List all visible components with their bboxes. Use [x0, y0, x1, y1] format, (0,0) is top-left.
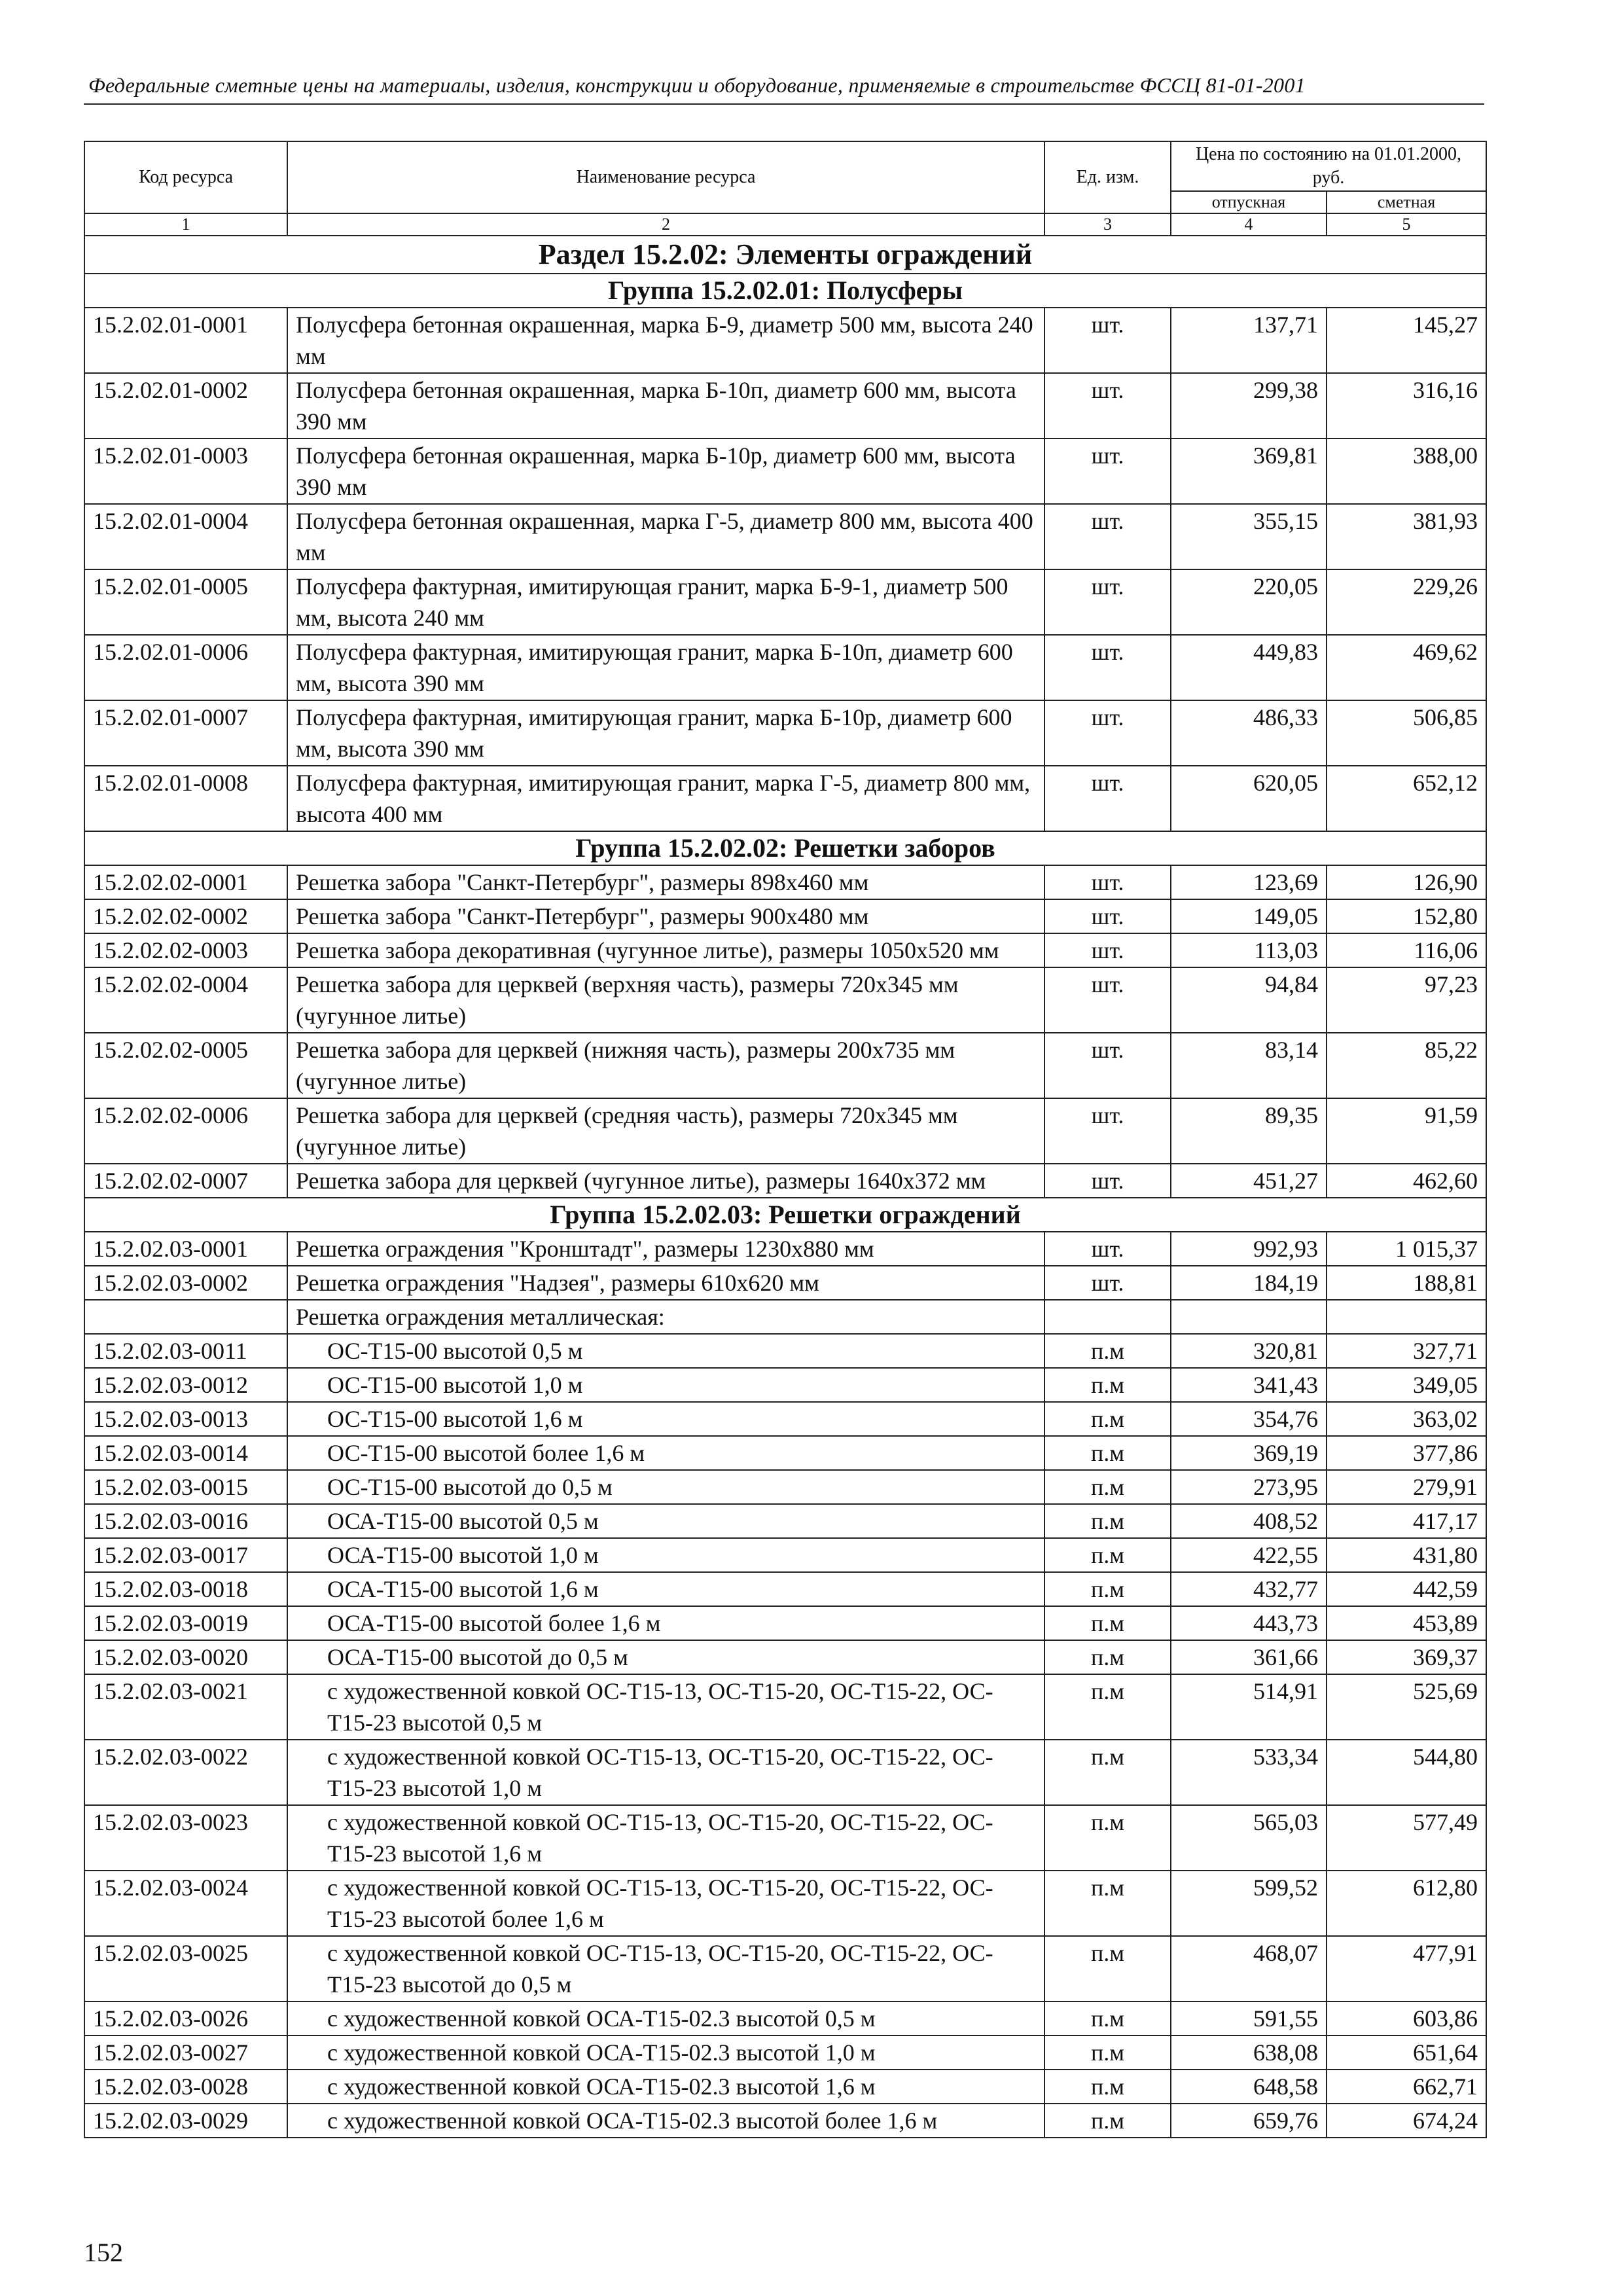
- resource-code: 15.2.02.02-0004: [84, 967, 287, 1033]
- table-body: [84, 141, 1486, 2138]
- estimate-price: 188,81: [1327, 1266, 1486, 1300]
- resource-name: Решетка забора "Санкт-Петербург", размеры 900х480 мм: [287, 899, 1044, 933]
- unit-of-measure: шт.: [1044, 504, 1171, 569]
- resource-code: 15.2.02.01-0004: [84, 504, 287, 569]
- resource-code: 15.2.02.03-0029: [84, 2104, 287, 2138]
- release-price: 273,95: [1171, 1470, 1327, 1504]
- resource-name: с художественной ковкой ОС-Т15-13, ОС-Т15-20, ОС-Т15-22, ОС-Т15-23 высотой 0,5 м: [287, 1674, 1044, 1740]
- table-row: [84, 933, 1486, 967]
- table-row: [84, 1334, 1486, 1368]
- unit-of-measure: п.м: [1044, 1402, 1171, 1436]
- unit-of-measure: п.м: [1044, 1368, 1171, 1402]
- release-price: 137,71: [1171, 308, 1327, 373]
- estimate-price: 477,91: [1327, 1936, 1486, 2001]
- table-row: [84, 1740, 1486, 1805]
- table-row: [84, 1871, 1486, 1936]
- section-row: [84, 236, 1486, 274]
- resource-name: ОС-Т15-00 высотой более 1,6 м: [287, 1436, 1044, 1470]
- resource-code: 15.2.02.02-0002: [84, 899, 287, 933]
- table-row: [84, 1033, 1486, 1098]
- estimate-price: 229,26: [1327, 569, 1486, 635]
- release-price: 149,05: [1171, 899, 1327, 933]
- resource-name: ОС-Т15-00 высотой до 0,5 м: [287, 1470, 1044, 1504]
- resource-name: Полусфера бетонная окрашенная, марка Б-9, диаметр 500 мм, высота 240 мм: [287, 308, 1044, 373]
- group-title: Группа 15.2.02.02: Решетки заборов: [84, 831, 1486, 865]
- resource-code: 15.2.02.03-0016: [84, 1504, 287, 1538]
- resource-name: с художественной ковкой ОСА-Т15-02.3 высотой 1,0 м: [287, 2036, 1044, 2070]
- estimate-price: 97,23: [1327, 967, 1486, 1033]
- estimate-price: 91,59: [1327, 1098, 1486, 1164]
- resource-code: 15.2.02.03-0024: [84, 1871, 287, 1936]
- resource-code: 15.2.02.01-0006: [84, 635, 287, 700]
- resource-code: 15.2.02.03-0002: [84, 1266, 287, 1300]
- estimate-price: 363,02: [1327, 1402, 1486, 1436]
- group-row: [84, 1198, 1486, 1232]
- unit-of-measure: шт.: [1044, 899, 1171, 933]
- table-row: [84, 1436, 1486, 1470]
- unit-of-measure: п.м: [1044, 1470, 1171, 1504]
- table-row: [84, 439, 1486, 504]
- unit-of-measure: шт.: [1044, 1164, 1171, 1198]
- table-row: [84, 635, 1486, 700]
- estimate-price: 126,90: [1327, 865, 1486, 899]
- resource-name: с художественной ковкой ОС-Т15-13, ОС-Т15-20, ОС-Т15-22, ОС-Т15-23 высотой более 1,6 м: [287, 1871, 1044, 1936]
- unit-of-measure: шт.: [1044, 308, 1171, 373]
- table-row: [84, 1606, 1486, 1640]
- column-header-release-price: отпускная: [1171, 191, 1327, 213]
- release-price: 83,14: [1171, 1033, 1327, 1098]
- table-row: [84, 1402, 1486, 1436]
- unit-of-measure: шт.: [1044, 865, 1171, 899]
- table-row: [84, 2001, 1486, 2036]
- unit-of-measure: п.м: [1044, 1504, 1171, 1538]
- resource-code: 15.2.02.03-0020: [84, 1640, 287, 1674]
- release-price: 648,58: [1171, 2070, 1327, 2104]
- table-row: [84, 1266, 1486, 1300]
- resource-code: 15.2.02.03-0014: [84, 1436, 287, 1470]
- table-header-row: [84, 141, 1486, 191]
- column-number: 2: [287, 213, 1044, 236]
- release-price: 320,81: [1171, 1334, 1327, 1368]
- column-header-estimate-price: сметная: [1327, 191, 1486, 213]
- resource-name: Полусфера фактурная, имитирующая гранит, марка Б-9-1, диаметр 500 мм, высота 240 мм: [287, 569, 1044, 635]
- table-row: [84, 1300, 1486, 1334]
- unit-of-measure: п.м: [1044, 1436, 1171, 1470]
- unit-of-measure: шт.: [1044, 439, 1171, 504]
- resource-code: 15.2.02.01-0007: [84, 700, 287, 766]
- table-row: [84, 569, 1486, 635]
- release-price: 369,19: [1171, 1436, 1327, 1470]
- resource-name: с художественной ковкой ОС-Т15-13, ОС-Т15-20, ОС-Т15-22, ОС-Т15-23 высотой до 0,5 м: [287, 1936, 1044, 2001]
- estimate-price: 316,16: [1327, 373, 1486, 439]
- column-number: 3: [1044, 213, 1171, 236]
- table-row: [84, 2036, 1486, 2070]
- estimate-price: 279,91: [1327, 1470, 1486, 1504]
- estimate-price: 612,80: [1327, 1871, 1486, 1936]
- resource-name: ОС-Т15-00 высотой 1,6 м: [287, 1402, 1044, 1436]
- estimate-price: 381,93: [1327, 504, 1486, 569]
- resource-name: ОСА-Т15-00 высотой 1,6 м: [287, 1572, 1044, 1606]
- resource-code: 15.2.02.03-0023: [84, 1805, 287, 1871]
- table-row: [84, 1805, 1486, 1871]
- release-price: 89,35: [1171, 1098, 1327, 1164]
- resource-code: 15.2.02.03-0019: [84, 1606, 287, 1640]
- release-price: 361,66: [1171, 1640, 1327, 1674]
- release-price: 620,05: [1171, 766, 1327, 831]
- column-number-row: [84, 213, 1486, 236]
- unit-of-measure: шт.: [1044, 1098, 1171, 1164]
- resource-code: 15.2.02.03-0022: [84, 1740, 287, 1805]
- release-price: 123,69: [1171, 865, 1327, 899]
- unit-of-measure: п.м: [1044, 1334, 1171, 1368]
- estimate-price: 442,59: [1327, 1572, 1486, 1606]
- table-row: [84, 967, 1486, 1033]
- resource-code: 15.2.02.02-0007: [84, 1164, 287, 1198]
- header-divider: [84, 103, 1484, 105]
- resource-name: Решетка забора для церквей (средняя часть), размеры 720х345 мм (чугунное литье): [287, 1098, 1044, 1164]
- table-row: [84, 1470, 1486, 1504]
- resource-code: [84, 1300, 287, 1334]
- estimate-price: 431,80: [1327, 1538, 1486, 1572]
- resource-name: Полусфера бетонная окрашенная, марка Г-5, диаметр 800 мм, высота 400 мм: [287, 504, 1044, 569]
- table-row: [84, 1572, 1486, 1606]
- release-price: 113,03: [1171, 933, 1327, 967]
- release-price: 468,07: [1171, 1936, 1327, 2001]
- price-table: [84, 141, 1487, 2138]
- page-number: 152: [84, 2238, 123, 2267]
- release-price: 408,52: [1171, 1504, 1327, 1538]
- estimate-price: 674,24: [1327, 2104, 1486, 2138]
- resource-code: 15.2.02.03-0011: [84, 1334, 287, 1368]
- resource-name: Решетка забора "Санкт-Петербург", размеры 898х460 мм: [287, 865, 1044, 899]
- release-price: 369,81: [1171, 439, 1327, 504]
- release-price: 514,91: [1171, 1674, 1327, 1740]
- table-row: [84, 1368, 1486, 1402]
- table-row: [84, 2070, 1486, 2104]
- table-row: [84, 1098, 1486, 1164]
- estimate-price: 152,80: [1327, 899, 1486, 933]
- resource-code: 15.2.02.03-0028: [84, 2070, 287, 2104]
- release-price: 659,76: [1171, 2104, 1327, 2138]
- resource-name: ОС-Т15-00 высотой 1,0 м: [287, 1368, 1044, 1402]
- resource-code: 15.2.02.02-0005: [84, 1033, 287, 1098]
- resource-name: Решетка ограждения "Надзея", размеры 610х620 мм: [287, 1266, 1044, 1300]
- resource-code: 15.2.02.01-0008: [84, 766, 287, 831]
- release-price: 355,15: [1171, 504, 1327, 569]
- unit-of-measure: п.м: [1044, 1572, 1171, 1606]
- release-price: 220,05: [1171, 569, 1327, 635]
- release-price: 422,55: [1171, 1538, 1327, 1572]
- unit-of-measure: шт.: [1044, 700, 1171, 766]
- resource-code: 15.2.02.02-0006: [84, 1098, 287, 1164]
- table-row: [84, 308, 1486, 373]
- estimate-price: 116,06: [1327, 933, 1486, 967]
- estimate-price: [1327, 1300, 1486, 1334]
- column-number: 5: [1327, 213, 1486, 236]
- table-row: [84, 2104, 1486, 2138]
- estimate-price: 85,22: [1327, 1033, 1486, 1098]
- column-header-unit: Ед. изм.: [1044, 141, 1171, 213]
- estimate-price: 1 015,37: [1327, 1232, 1486, 1266]
- release-price: 449,83: [1171, 635, 1327, 700]
- resource-name: с художественной ковкой ОС-Т15-13, ОС-Т15-20, ОС-Т15-22, ОС-Т15-23 высотой 1,0 м: [287, 1740, 1044, 1805]
- estimate-price: 349,05: [1327, 1368, 1486, 1402]
- resource-code: 15.2.02.01-0001: [84, 308, 287, 373]
- resource-name: Полусфера бетонная окрашенная, марка Б-10р, диаметр 600 мм, высота 390 мм: [287, 439, 1044, 504]
- group-title: Группа 15.2.02.01: Полусферы: [84, 274, 1486, 308]
- unit-of-measure: шт.: [1044, 635, 1171, 700]
- unit-of-measure: шт.: [1044, 569, 1171, 635]
- resource-code: 15.2.02.01-0003: [84, 439, 287, 504]
- estimate-price: 453,89: [1327, 1606, 1486, 1640]
- unit-of-measure: п.м: [1044, 1640, 1171, 1674]
- group-row: [84, 831, 1486, 865]
- document-header-title: Федеральные сметные цены на материалы, изделия, конструкции и оборудование, применяемые в строительстве ФССЦ 81-01-2001: [88, 73, 1306, 97]
- table-row: [84, 504, 1486, 569]
- unit-of-measure: п.м: [1044, 1674, 1171, 1740]
- unit-of-measure: п.м: [1044, 1936, 1171, 2001]
- table-row: [84, 766, 1486, 831]
- resource-name: ОС-Т15-00 высотой 0,5 м: [287, 1334, 1044, 1368]
- estimate-price: 506,85: [1327, 700, 1486, 766]
- resource-code: 15.2.02.03-0012: [84, 1368, 287, 1402]
- resource-code: 15.2.02.01-0005: [84, 569, 287, 635]
- resource-name: с художественной ковкой ОСА-Т15-02.3 высотой 1,6 м: [287, 2070, 1044, 2104]
- resource-name: Решетка забора для церквей (нижняя часть), размеры 200х735 мм (чугунное литье): [287, 1033, 1044, 1098]
- unit-of-measure: п.м: [1044, 1538, 1171, 1572]
- resource-code: 15.2.02.03-0013: [84, 1402, 287, 1436]
- resource-name: ОСА-Т15-00 высотой более 1,6 м: [287, 1606, 1044, 1640]
- resource-code: 15.2.02.03-0015: [84, 1470, 287, 1504]
- unit-of-measure: п.м: [1044, 1871, 1171, 1936]
- resource-name: Решетка забора для церквей (чугунное литье), размеры 1640х372 мм: [287, 1164, 1044, 1198]
- unit-of-measure: шт.: [1044, 1266, 1171, 1300]
- release-price: 486,33: [1171, 700, 1327, 766]
- unit-of-measure: п.м: [1044, 2036, 1171, 2070]
- resource-code: 15.2.02.03-0025: [84, 1936, 287, 2001]
- unit-of-measure: шт.: [1044, 933, 1171, 967]
- resource-name: ОСА-Т15-00 высотой 1,0 м: [287, 1538, 1044, 1572]
- resource-name: Полусфера фактурная, имитирующая гранит, марка Б-10п, диаметр 600 мм, высота 390 мм: [287, 635, 1044, 700]
- release-price: 341,43: [1171, 1368, 1327, 1402]
- unit-of-measure: шт.: [1044, 373, 1171, 439]
- unit-of-measure: п.м: [1044, 2104, 1171, 2138]
- resource-name: Решетка забора декоративная (чугунное литье), размеры 1050х520 мм: [287, 933, 1044, 967]
- unit-of-measure: п.м: [1044, 2070, 1171, 2104]
- table-row: [84, 1164, 1486, 1198]
- section-title: Раздел 15.2.02: Элементы ограждений: [84, 236, 1486, 274]
- release-price: 94,84: [1171, 967, 1327, 1033]
- table-row: [84, 373, 1486, 439]
- resource-code: 15.2.02.03-0001: [84, 1232, 287, 1266]
- resource-code: 15.2.02.02-0003: [84, 933, 287, 967]
- unit-of-measure: шт.: [1044, 1232, 1171, 1266]
- resource-name: Полусфера бетонная окрашенная, марка Б-10п, диаметр 600 мм, высота 390 мм: [287, 373, 1044, 439]
- estimate-price: 652,12: [1327, 766, 1486, 831]
- release-price: [1171, 1300, 1327, 1334]
- estimate-price: 462,60: [1327, 1164, 1486, 1198]
- release-price: 184,19: [1171, 1266, 1327, 1300]
- resource-name: Полусфера фактурная, имитирующая гранит, марка Б-10р, диаметр 600 мм, высота 390 мм: [287, 700, 1044, 766]
- group-title: Группа 15.2.02.03: Решетки ограждений: [84, 1198, 1486, 1232]
- table-row: [84, 1640, 1486, 1674]
- resource-name: с художественной ковкой ОСА-Т15-02.3 высотой 0,5 м: [287, 2001, 1044, 2036]
- resource-name: Полусфера фактурная, имитирующая гранит, марка Г-5, диаметр 800 мм, высота 400 мм: [287, 766, 1044, 831]
- resource-code: 15.2.02.01-0002: [84, 373, 287, 439]
- release-price: 565,03: [1171, 1805, 1327, 1871]
- unit-of-measure: [1044, 1300, 1171, 1334]
- resource-code: 15.2.02.03-0027: [84, 2036, 287, 2070]
- estimate-price: 145,27: [1327, 308, 1486, 373]
- estimate-price: 577,49: [1327, 1805, 1486, 1871]
- release-price: 443,73: [1171, 1606, 1327, 1640]
- estimate-price: 377,86: [1327, 1436, 1486, 1470]
- release-price: 533,34: [1171, 1740, 1327, 1805]
- table-row: [84, 1538, 1486, 1572]
- resource-code: 15.2.02.03-0018: [84, 1572, 287, 1606]
- resource-name: с художественной ковкой ОС-Т15-13, ОС-Т15-20, ОС-Т15-22, ОС-Т15-23 высотой 1,6 м: [287, 1805, 1044, 1871]
- column-number: 1: [84, 213, 287, 236]
- release-price: 299,38: [1171, 373, 1327, 439]
- unit-of-measure: п.м: [1044, 1606, 1171, 1640]
- resource-name: Решетка ограждения "Кронштадт", размеры 1230х880 мм: [287, 1232, 1044, 1266]
- release-price: 591,55: [1171, 2001, 1327, 2036]
- estimate-price: 417,17: [1327, 1504, 1486, 1538]
- unit-of-measure: шт.: [1044, 766, 1171, 831]
- estimate-price: 544,80: [1327, 1740, 1486, 1805]
- estimate-price: 369,37: [1327, 1640, 1486, 1674]
- release-price: 432,77: [1171, 1572, 1327, 1606]
- release-price: 992,93: [1171, 1232, 1327, 1266]
- resource-name: Решетка забора для церквей (верхняя часть), размеры 720х345 мм (чугунное литье): [287, 967, 1044, 1033]
- table-row: [84, 1674, 1486, 1740]
- resource-code: 15.2.02.02-0001: [84, 865, 287, 899]
- estimate-price: 388,00: [1327, 439, 1486, 504]
- table-row: [84, 1504, 1486, 1538]
- column-header-name: Наименование ресурса: [287, 141, 1044, 213]
- unit-of-measure: шт.: [1044, 967, 1171, 1033]
- resource-name: ОСА-Т15-00 высотой 0,5 м: [287, 1504, 1044, 1538]
- table-row: [84, 899, 1486, 933]
- resource-code: 15.2.02.03-0017: [84, 1538, 287, 1572]
- estimate-price: 662,71: [1327, 2070, 1486, 2104]
- group-row: [84, 274, 1486, 308]
- column-header-code: Код ресурса: [84, 141, 287, 213]
- resource-code: 15.2.02.03-0026: [84, 2001, 287, 2036]
- release-price: 451,27: [1171, 1164, 1327, 1198]
- unit-of-measure: п.м: [1044, 1805, 1171, 1871]
- unit-of-measure: п.м: [1044, 1740, 1171, 1805]
- estimate-price: 651,64: [1327, 2036, 1486, 2070]
- column-number: 4: [1171, 213, 1327, 236]
- estimate-price: 525,69: [1327, 1674, 1486, 1740]
- release-price: 354,76: [1171, 1402, 1327, 1436]
- resource-name: с художественной ковкой ОСА-Т15-02.3 высотой более 1,6 м: [287, 2104, 1044, 2138]
- estimate-price: 603,86: [1327, 2001, 1486, 2036]
- resource-code: 15.2.02.03-0021: [84, 1674, 287, 1740]
- table-row: [84, 1936, 1486, 2001]
- table-row: [84, 1232, 1486, 1266]
- resource-name: ОСА-Т15-00 высотой до 0,5 м: [287, 1640, 1044, 1674]
- column-header-price: Цена по состоянию на 01.01.2000, руб.: [1171, 141, 1486, 191]
- unit-of-measure: шт.: [1044, 1033, 1171, 1098]
- unit-of-measure: п.м: [1044, 2001, 1171, 2036]
- estimate-price: 327,71: [1327, 1334, 1486, 1368]
- release-price: 638,08: [1171, 2036, 1327, 2070]
- estimate-price: 469,62: [1327, 635, 1486, 700]
- table-row: [84, 865, 1486, 899]
- table-row: [84, 700, 1486, 766]
- release-price: 599,52: [1171, 1871, 1327, 1936]
- resource-name: Решетка ограждения металлическая:: [287, 1300, 1044, 1334]
